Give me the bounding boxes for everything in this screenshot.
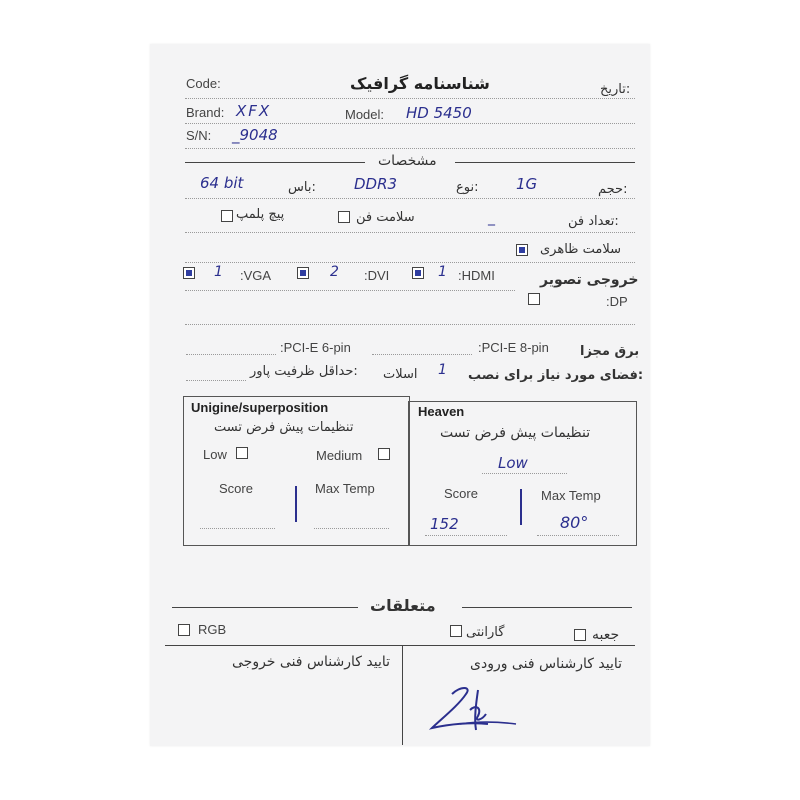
date-label: تاریخ: — [600, 82, 631, 97]
capacity-label: حجم: — [598, 182, 628, 197]
brand-rule — [185, 123, 635, 124]
vga-checkbox[interactable] — [183, 267, 195, 279]
fan-count-label: تعداد فن: — [568, 214, 619, 229]
pcie6-label: :PCI-E 6-pin — [280, 340, 351, 355]
appearance-label: سلامت ظاهری — [540, 242, 622, 257]
pcie8-rule — [372, 354, 472, 355]
sn-value: _9048 — [232, 126, 278, 144]
specs-line-right — [455, 162, 635, 163]
form-title: شناسنامه گرافیک — [350, 74, 490, 93]
heaven-title: Heaven — [418, 404, 465, 419]
unigine-temp-rule — [314, 528, 389, 529]
hdmi-label: :HDMI — [458, 268, 495, 283]
heaven-setting-rule — [482, 473, 567, 474]
type-label: نوع: — [456, 180, 479, 195]
heaven-default-settings: تنظیمات پیش فرض تست — [440, 425, 591, 441]
unigine-low-checkbox[interactable] — [236, 447, 248, 459]
accessories-line-left — [172, 607, 358, 608]
warranty-label: گارانتی — [466, 625, 505, 640]
signature-divider — [402, 645, 403, 745]
bus-value: 64 bit — [200, 174, 244, 192]
appearance-checkbox[interactable] — [516, 244, 528, 256]
warranty-checkbox[interactable] — [450, 625, 462, 637]
outputs-label: خروجی تصویر — [540, 272, 639, 288]
hdmi-value: 1 — [438, 264, 447, 280]
unigine-max-temp-label: Max Temp — [315, 481, 375, 496]
heaven-score-label: Score — [444, 486, 478, 501]
fan-count-value: _ — [488, 210, 495, 226]
dvi-label: :DVI — [364, 268, 390, 283]
dp-rule — [185, 324, 635, 325]
model-label: Model: — [345, 107, 385, 122]
power-label: برق مجزا — [580, 344, 640, 359]
heaven-temp-rule — [537, 535, 619, 536]
rgb-label: RGB — [198, 622, 227, 637]
psu-rule — [186, 380, 246, 381]
capacity-rule — [185, 198, 635, 199]
dvi-checkbox[interactable] — [297, 267, 309, 279]
brand-label: Brand: — [186, 105, 225, 120]
appearance-rule — [185, 262, 635, 263]
rgb-checkbox[interactable] — [178, 624, 190, 636]
heaven-score-rule — [425, 535, 507, 536]
signature-top-line — [165, 645, 635, 646]
dvi-value: 2 — [330, 264, 339, 280]
slots-label: اسلات — [383, 367, 418, 382]
psu-label: حداقل ظرفیت پاور: — [250, 364, 358, 379]
hdmi-checkbox[interactable] — [412, 267, 424, 279]
model-value: HD 5450 — [406, 104, 472, 122]
pcie8-label: :PCI-E 8-pin — [478, 340, 549, 355]
accessories-line-right — [462, 607, 632, 608]
brand-value: XFX — [236, 102, 272, 120]
exit-tech-label: تایید کارشناس فنی خروجی — [232, 654, 391, 670]
heaven-divider — [520, 489, 522, 525]
unigine-default-settings: تنظیمات پیش فرض تست — [214, 420, 354, 435]
dp-label: :DP — [606, 294, 628, 309]
header-rule — [185, 98, 635, 99]
unigine-medium-label: Medium — [316, 448, 363, 463]
box-checkbox[interactable] — [574, 629, 586, 641]
specs-heading: مشخصات — [378, 153, 437, 169]
space-value: 1 — [438, 362, 447, 378]
box-label: جعبه — [592, 627, 620, 643]
outputs-rule — [185, 290, 515, 291]
vga-label: :VGA — [240, 268, 272, 283]
unigine-divider — [295, 486, 297, 522]
heaven-score-value: 152 — [430, 515, 459, 533]
fan-rule — [185, 232, 635, 233]
unigine-low-label: Low — [203, 447, 227, 462]
vga-value: 1 — [214, 264, 223, 280]
technician-signature — [420, 680, 530, 740]
sn-label: S/N: — [186, 128, 212, 143]
heaven-max-temp-label: Max Temp — [541, 488, 601, 503]
unigine-panel — [183, 396, 410, 546]
unigine-score-label: Score — [219, 481, 253, 496]
fan-health-label: سلامت فن — [356, 210, 415, 225]
entry-tech-label: تایید کارشناس فنی ورودی — [470, 656, 623, 672]
type-value: DDR3 — [354, 175, 398, 193]
dp-checkbox[interactable] — [528, 293, 540, 305]
accessories-heading: متعلقات — [370, 596, 436, 615]
unigine-title: Unigine/superposition — [191, 400, 329, 415]
fan-health-checkbox[interactable] — [338, 211, 350, 223]
unigine-medium-checkbox[interactable] — [378, 448, 390, 460]
space-label: فضای مورد نیاز برای نصب: — [468, 368, 644, 383]
code-label: Code: — [186, 76, 221, 91]
sn-rule — [185, 148, 635, 149]
pipe-pump-label: پیچ پلمپ — [236, 207, 285, 222]
bus-label: باس: — [288, 180, 316, 195]
heaven-setting-value: Low — [498, 454, 528, 472]
pcie6-rule — [186, 354, 276, 355]
capacity-value: 1G — [516, 175, 538, 193]
unigine-score-rule — [200, 528, 275, 529]
heaven-max-temp-value: 80° — [560, 513, 589, 532]
pipe-pump-checkbox[interactable] — [221, 210, 233, 222]
specs-line-left — [185, 162, 365, 163]
